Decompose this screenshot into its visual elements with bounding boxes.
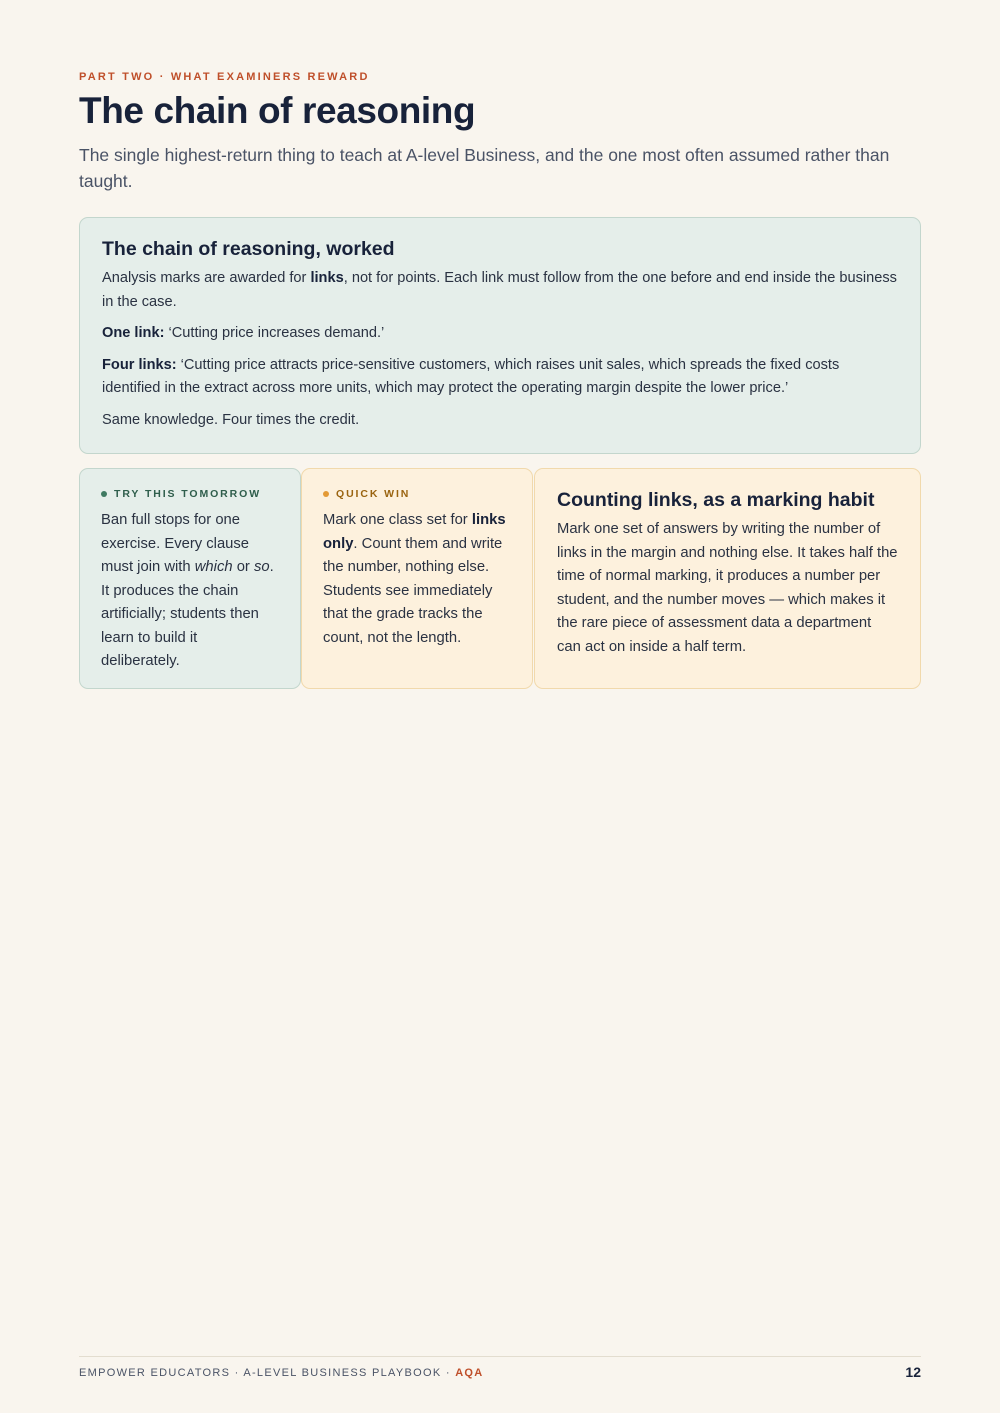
worked-example-panel: [79, 217, 921, 454]
tag-label: TRY THIS TOMORROW: [114, 488, 262, 500]
worked-intro-text: Analysis marks are awarded for: [102, 270, 311, 286]
try-this-tomorrow-card: [79, 468, 301, 689]
quick-win-tag: [323, 487, 511, 501]
four-links-text: ‘Cutting price attracts price-sensitive customers, which raises unit sales, which spreads the fixed costs identified in the extract across more units, which may protect the operating margin despite the lower price.’: [102, 356, 840, 396]
page-lede: The single highest-return thing to teach at A-level Business, and the one most often assumed rather than taught.: [79, 145, 890, 191]
one-link-example: [102, 322, 898, 346]
footer-title-text: EMPOWER EDUCATORS · A-LEVEL BUSINESS PLAYBOOK ·: [79, 1367, 456, 1379]
worked-intro-bold: links: [310, 270, 344, 286]
tip-text: . It produces the chain artificially; students then learn to build it deliberately.: [101, 559, 274, 669]
worked-closing: Same knowledge. Four times the credit.: [102, 411, 360, 428]
four-links-label: Four links:: [102, 356, 177, 373]
tag-label: QUICK WIN: [336, 488, 411, 500]
quick-win-card: [301, 468, 533, 689]
try-this-tomorrow-text: [101, 509, 279, 674]
section-eyebrow: PART TWO · WHAT EXAMINERS REWARD: [79, 71, 370, 83]
bullet-dot-icon: [323, 491, 329, 497]
tip-text: or: [232, 559, 254, 575]
four-links-example: [102, 354, 898, 401]
worked-intro-text-end: , not for points. Each link must follow from the one before and end inside the business in the case.: [102, 270, 897, 310]
page-title: The chain of reasoning: [79, 90, 476, 131]
worked-heading: The chain of reasoning, worked: [102, 238, 395, 260]
one-link-text: ‘Cutting price increases demand.’: [164, 325, 385, 341]
tip-text: Ban full stops for one exercise. Every clause must join with: [101, 512, 250, 575]
worked-intro: [102, 267, 898, 314]
footer-divider: [79, 1356, 921, 1357]
footer-board: AQA: [455, 1367, 484, 1379]
try-this-tomorrow-tag: [101, 487, 279, 501]
bullet-dot-icon: [101, 491, 107, 497]
counting-links-text: Mark one set of answers by writing the number of links in the margin and nothing else. It takes half the time of normal marking, it produces a number per student, and the number moves — which makes it the rare piece of assessment data a department can act on inside a half term.: [557, 521, 898, 655]
quick-win-bold: links only: [323, 512, 506, 552]
quick-win-text: [323, 509, 511, 650]
tip-italic: so: [253, 559, 270, 575]
tip-italic: which: [194, 559, 233, 575]
quick-win-text-start: Mark one class set for: [323, 512, 472, 528]
counting-links-card: [534, 468, 921, 689]
one-link-label: One link:: [102, 325, 165, 341]
counting-links-heading: Counting links, as a marking habit: [557, 489, 875, 511]
footer-running-title: [79, 1367, 484, 1379]
quick-win-text-end: . Count them and write the number, nothing else. Students see immediately that the grade tracks the count, not the length.: [323, 535, 503, 646]
page-number: 12: [905, 1364, 921, 1380]
